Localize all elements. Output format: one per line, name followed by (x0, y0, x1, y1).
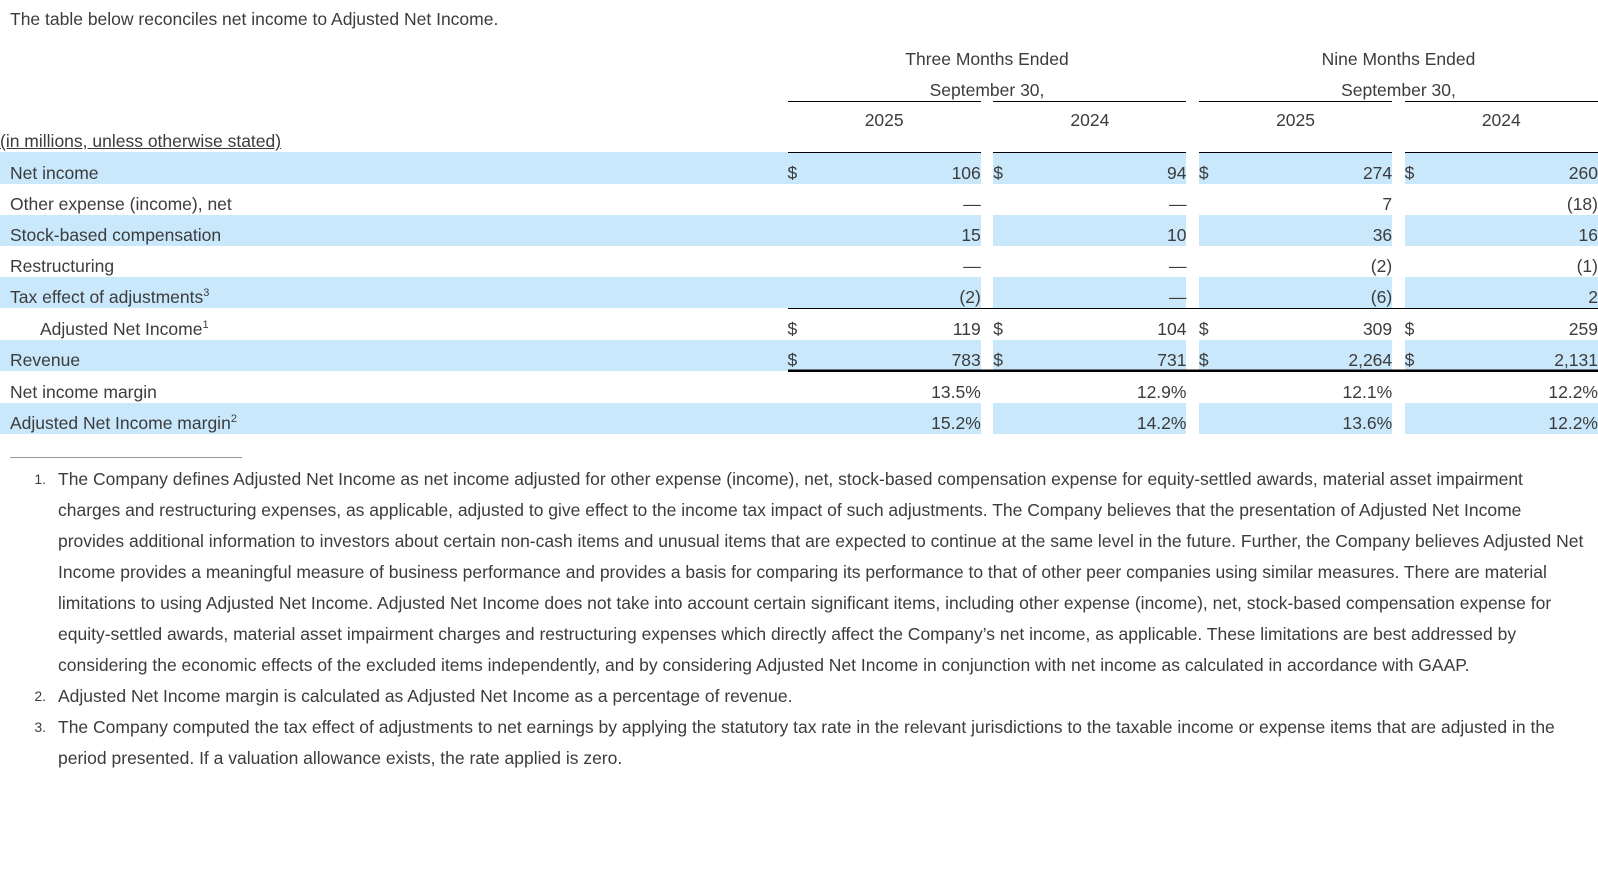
column-gap (981, 340, 993, 372)
value-cell: 12.2% (1548, 381, 1598, 402)
row-label-text: Other expense (income), net (10, 193, 232, 214)
group-title-three-months-line1: Three Months Ended (905, 49, 1069, 69)
value-cell: — (963, 193, 981, 214)
column-gap (981, 152, 993, 184)
currency-symbol-cell (993, 371, 1022, 403)
currency-symbol-cell (1199, 215, 1228, 246)
year-row (0, 102, 1598, 132)
value-cell: 309 (1228, 308, 1392, 340)
row-label-text: Net income (10, 162, 99, 183)
spacer-cell (981, 102, 993, 132)
currency-symbol-cell: $ (788, 340, 817, 372)
value-cell: 15 (817, 215, 981, 246)
column-gap (1392, 340, 1404, 372)
currency-symbol-cell (993, 184, 1022, 215)
currency-symbol-cell (993, 403, 1022, 434)
currency-symbol-cell: $ (1405, 308, 1434, 340)
column-gap (981, 403, 993, 434)
group-title-row-2 (0, 70, 1598, 102)
group-title-nine-months-line1: Nine Months Ended (1321, 49, 1476, 69)
value-cell: (1) (1576, 255, 1598, 276)
footnote-number: 1. (34, 470, 46, 487)
value-cell: 10 (1022, 215, 1186, 246)
value-cell: — (1022, 277, 1186, 309)
spacer-cell (1186, 39, 1198, 70)
row-label-text: Adjusted Net Income margin (10, 412, 231, 433)
label-header-row (0, 131, 1598, 152)
footnote-number: 2. (34, 687, 46, 704)
footnote-separator (10, 457, 242, 458)
table-head (0, 39, 1598, 152)
row-label (0, 277, 788, 309)
rule-under-year-1 (788, 131, 981, 152)
value-cell: (18) (1566, 193, 1598, 214)
currency-symbol-cell (1199, 277, 1228, 309)
row-label (0, 371, 788, 403)
column-gap (1392, 215, 1404, 246)
currency-symbol-cell (788, 246, 817, 277)
value-cell: 106 (817, 152, 981, 184)
footnote-text: Adjusted Net Income margin is calculated as Adjusted Net Income as a percentage of revenue. (58, 685, 793, 706)
row-label (0, 246, 788, 277)
column-gap (1392, 246, 1404, 277)
value-cell: 2,131 (1434, 340, 1598, 372)
currency-symbol-cell (788, 277, 817, 309)
currency-symbol-cell: $ (993, 152, 1022, 184)
value-cell: 36 (1228, 215, 1392, 246)
currency-symbol-cell: $ (1199, 152, 1228, 184)
currency-symbol-cell: $ (1405, 152, 1434, 184)
currency-symbol-cell: $ (788, 152, 817, 184)
footnote-number: 3. (34, 718, 46, 735)
value-cell: 12.9% (1136, 381, 1187, 402)
currency-symbol-cell (788, 215, 817, 246)
table-row (0, 403, 1598, 434)
footnote-text: The Company defines Adjusted Net Income as net income adjusted for other expense (income), net, stock-based compensation expense for equity-settled awards, material asset impairment charges and restructuring expenses, as applicable, adjusted to give effect to the income tax impact of such adjustments. The Company believes that the presentation of Adjusted Net Income provides additional information to investors about certain non-cash items and unusual items that are expected to continue at the same level in the future. Further, the Company believes Adjusted Net Income provides a meaningful measure of business performance and provides a basis for comparing its performance to that of other peer companies using similar measures. There are material limitations to using Adjusted Net Income. Adjusted Net Income does not take into account certain significant items, including other expense (income), net, stock-based compensation expense for equity-settled awards, material asset impairment charges and restructuring expenses which directly affect the Company’s net income, as applicable. These limitations are best addressed by considering the economic effects of the excluded items independently, and by considering Adjusted Net Income in conjunction with net income as calculated in accordance with GAAP. (58, 468, 1584, 675)
table-row (0, 152, 1598, 184)
row-label (0, 340, 788, 372)
units-header: (in millions, unless otherwise stated) (0, 131, 282, 151)
column-gap (981, 308, 993, 340)
row-label (0, 308, 788, 340)
column-gap (981, 184, 993, 215)
value-cell: 104 (1022, 308, 1186, 340)
row-label (0, 184, 788, 215)
currency-symbol-cell (1405, 246, 1434, 277)
currency-symbol-cell: $ (1199, 340, 1228, 372)
footnote-item (10, 464, 1584, 681)
value-cell: 731 (1022, 340, 1186, 372)
value-cell: 259 (1434, 308, 1598, 340)
value-cell: — (1168, 193, 1187, 214)
rule-under-year-2 (993, 131, 1186, 152)
table-row (0, 308, 1598, 340)
value-cell: 14.2% (1022, 403, 1186, 434)
column-gap (1186, 152, 1198, 184)
value-cell: 15.2% (817, 403, 981, 434)
value-cell: 2,264 (1228, 340, 1392, 372)
currency-symbol-cell (788, 184, 817, 215)
year-header-q3-2024: 2024 (993, 102, 1186, 132)
column-gap (1186, 184, 1198, 215)
value-cell: 2 (1434, 277, 1598, 309)
currency-symbol-cell (1199, 184, 1228, 215)
rule-under-year-4 (1405, 131, 1598, 152)
year-header-q3-2025: 2025 (788, 102, 981, 132)
spacer-cell (1186, 70, 1198, 102)
column-gap (1186, 277, 1198, 309)
column-gap (981, 277, 993, 309)
column-gap (1186, 215, 1198, 246)
spacer-cell (1392, 131, 1404, 152)
currency-symbol-cell (1199, 403, 1228, 434)
value-cell: (2) (817, 277, 981, 309)
row-label-text: Net income margin (10, 381, 157, 402)
column-gap (981, 246, 993, 277)
footnote-marker: 1 (202, 318, 209, 331)
value-cell: — (1168, 255, 1187, 276)
currency-symbol-cell (1405, 371, 1434, 403)
row-label-text: Revenue (10, 350, 81, 370)
reconciliation-table (0, 39, 1598, 434)
spacer-cell (1186, 102, 1198, 132)
row-label-text: Stock-based compensation (10, 224, 222, 245)
currency-symbol-cell: $ (1199, 308, 1228, 340)
value-cell: 16 (1434, 215, 1598, 246)
value-cell: (2) (1370, 255, 1393, 276)
group-title-three-months-line2: September 30, (929, 80, 1045, 100)
value-cell: 119 (817, 308, 981, 340)
column-gap (1392, 371, 1404, 403)
column-gap (1392, 184, 1404, 215)
currency-symbol-cell (1199, 246, 1228, 277)
column-gap (1392, 152, 1404, 184)
value-cell: 12.2% (1434, 403, 1598, 434)
footnote-item (10, 712, 1584, 774)
table-row (0, 340, 1598, 372)
row-label-text: Adjusted Net Income (40, 318, 203, 339)
column-gap (1186, 246, 1198, 277)
footnote-list (0, 464, 1598, 774)
table-row (0, 184, 1598, 215)
currency-symbol-cell (993, 277, 1022, 309)
spacer-cell (0, 102, 788, 132)
column-gap (1392, 308, 1404, 340)
spacer-cell (1392, 102, 1404, 132)
table-row (0, 215, 1598, 246)
currency-symbol-cell: $ (993, 340, 1022, 372)
currency-symbol-cell (788, 371, 817, 403)
currency-symbol-cell (1405, 403, 1434, 434)
footnote-text: The Company computed the tax effect of adjustments to net earnings by applying the statutory tax rate in the relevant jurisdictions to the taxable income or expense items that are adjusted in the period presented. If a valuation allowance exists, the rate applied is zero. (58, 716, 1555, 768)
row-label (0, 152, 788, 184)
currency-symbol-cell (1405, 184, 1434, 215)
footnote-item (10, 681, 1584, 712)
currency-symbol-cell (993, 215, 1022, 246)
footnote-marker: 3 (203, 287, 210, 300)
currency-symbol-cell: $ (993, 308, 1022, 340)
table-body (0, 152, 1598, 434)
year-header-ytd-2024: 2024 (1405, 102, 1598, 132)
value-cell: — (963, 255, 981, 276)
row-label (0, 215, 788, 246)
intro-paragraph: The table below reconciles net income to Adjusted Net Income. (10, 9, 499, 29)
table-row (0, 371, 1598, 403)
value-cell: 260 (1434, 152, 1598, 184)
column-gap (1186, 340, 1198, 372)
column-gap (1186, 308, 1198, 340)
table-row (0, 277, 1598, 309)
spacer-cell (0, 39, 788, 70)
row-label-text: Restructuring (10, 255, 115, 276)
value-cell: 783 (817, 340, 981, 372)
column-gap (981, 371, 993, 403)
currency-symbol-cell (1405, 215, 1434, 246)
currency-symbol-cell (1405, 277, 1434, 309)
currency-symbol-cell: $ (788, 308, 817, 340)
table-row (0, 246, 1598, 277)
currency-symbol-cell (993, 246, 1022, 277)
value-cell: 13.6% (1228, 403, 1392, 434)
value-cell: 13.5% (931, 381, 981, 402)
rule-under-year-3 (1199, 131, 1392, 152)
spacer-cell (1186, 131, 1198, 152)
column-gap (1392, 277, 1404, 309)
group-title-row-1 (0, 39, 1598, 70)
footnote-marker: 2 (230, 412, 237, 425)
spacer-cell (0, 70, 788, 102)
column-gap (1186, 371, 1198, 403)
column-gap (981, 215, 993, 246)
value-cell: 7 (1382, 193, 1393, 214)
currency-symbol-cell: $ (1405, 340, 1434, 372)
value-cell: 274 (1228, 152, 1392, 184)
row-label (0, 403, 788, 434)
spacer-cell (981, 131, 993, 152)
row-label-text: Tax effect of adjustments (10, 287, 204, 307)
year-header-ytd-2025: 2025 (1199, 102, 1392, 132)
currency-symbol-cell (1199, 371, 1228, 403)
column-gap (1392, 403, 1404, 434)
value-cell: 94 (1022, 152, 1186, 184)
group-title-nine-months-line2: September 30, (1341, 80, 1456, 100)
currency-symbol-cell (788, 403, 817, 434)
value-cell: (6) (1228, 277, 1392, 309)
column-gap (1186, 403, 1198, 434)
value-cell: 12.1% (1342, 381, 1393, 402)
